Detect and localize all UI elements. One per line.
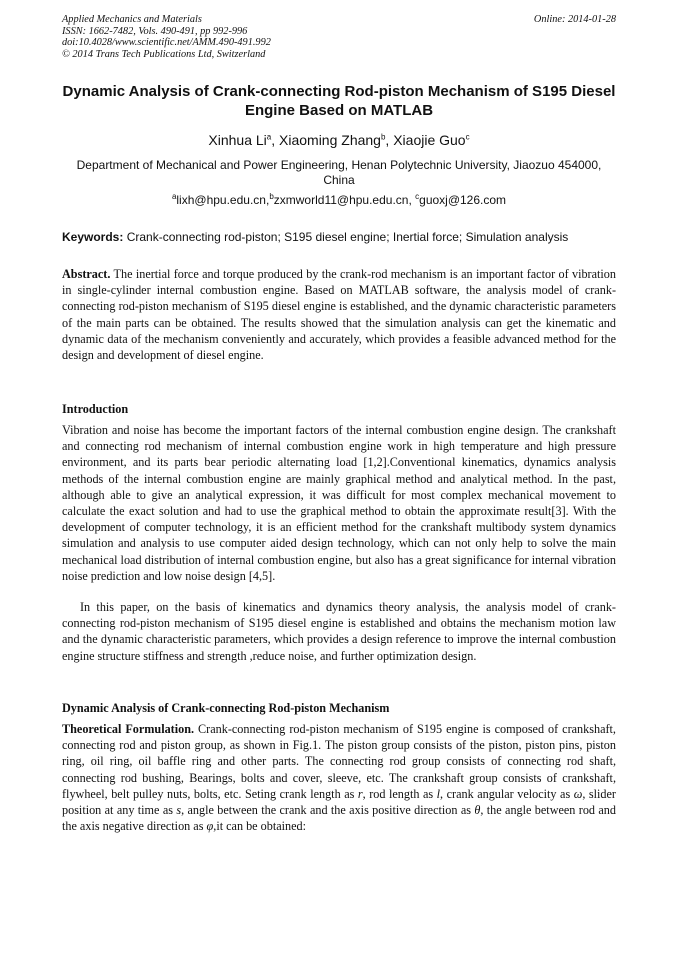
journal-header <box>62 14 616 60</box>
email-list: $^a$lixh@hpu.edu.cn,$^b$zxmworld11@hpu.edu.cn, $^c$guoxj@126.com <box>171 192 507 207</box>
abstract <box>62 266 616 363</box>
introduction-paragraph-1: Vibration and noise has become the important factors of the internal combustion engine design. The crankshaft and connecting rod mechanism of internal combustion engine work in high temperature and high pressure environment, and its parts bear periodic alternating load [1,2].Conventional kinematics, dynamics analysis methods of the internal combustion engine are mainly graphical method and analytical method. In the past, although able to give an analytical expression, it was difficult for most complex mechanical movement to calculate the exact solution and had to use the graphical method to obtain the approximate result[3]. With the development of computer technology, it is an efficient method for the crankshaft multibody system dynamics simulation and analysis to use computer aided design technology, which can not only help to solve the main mechanical load distribution of internal combustion engine, but also has a great significance for internal vibration noise prediction and low noise design [4,5]. <box>62 423 616 583</box>
email-mark: b <box>269 192 274 201</box>
paragraph-text: , angle between the crank and the axis positive direction as <box>181 803 471 818</box>
author-mark: c <box>465 132 470 142</box>
abstract-text: The inertial force and torque produced by the crank-rod mechanism is an important factor of vibration in single-cylinder internal combustion engine. Based on MATLAB software, the analysis model of crank-connecting rod-piston mechanism of S195 diesel engine is established, and the dynamic characteristic parameters of the main parts can be obtained. The results showed that the simulation analysis can get the kinematic and dynamic data of the mechanism conveniently and accurately, which provides a feasible advanced method for the design and development of diesel engine. <box>62 267 616 363</box>
symbol-l: l <box>436 786 441 801</box>
introduction-paragraph-2-text: In this paper, on the basis of kinematics and dynamics theory analysis, the analysis model of crank-connecting rod-piston mechanism of S195 diesel engine is established and obtains the mechanism motion law and the dynamic characteristic parameters, which provides a design reference to improve the internal combustion engine structure stiffness and strength ,reduce noise, and further optimization design. <box>62 600 616 663</box>
online-date: Online: 2014-01-28 <box>533 14 616 25</box>
symbol-omega: ω <box>573 786 583 801</box>
paragraph-text: , rod length as <box>362 786 434 801</box>
keywords-label: Keywords: <box>62 230 124 244</box>
author-mark: a <box>266 132 272 142</box>
section-heading-dynamic-analysis: Dynamic Analysis of Crank-connecting Rod-piston Mechanism <box>62 701 390 715</box>
author-mark: b <box>380 132 386 142</box>
symbol-r: r <box>357 786 363 801</box>
author-name: Xiaoming Zhang <box>279 132 381 148</box>
symbol-s: s <box>176 803 182 818</box>
email-mark: a <box>171 192 177 201</box>
symbol-phi: φ <box>206 819 214 834</box>
keywords-text: Crank-connecting rod-piston; S195 diesel engine; Inertial force; Simulation analysis <box>126 230 569 244</box>
copyright-line: © 2014 Trans Tech Publications Ltd, Switzerland <box>62 48 266 60</box>
email-address[interactable]: guoxj@126.com <box>419 193 507 207</box>
introduction-heading: Introduction <box>62 402 129 416</box>
paragraph-text: Crank-connecting rod-piston mechanism of S195 engine is composed of crankshaft, connecting rod and piston group, as shown in Fig.1. The piston group consists of the piston, piston pins, piston ring, oil ring, oil baffle ring and other parts. The connecting rod group consists of connecting rod shaft, connecting rod bushing, Bearings, bolts and cover, sleeve, etc. The crankshaft group consists of crankshaft, flywheel, belt pulley nuts, bolts, etc. Seting crank length as <box>62 722 616 801</box>
theoretical-formulation-label: Theoretical Formulation. <box>62 722 195 736</box>
email-address[interactable]: lixh@hpu.edu.cn <box>176 193 266 207</box>
paragraph-text: , crank angular velocity as <box>440 786 571 801</box>
paper-title: Dynamic Analysis of Crank-connecting Rod-piston Mechanism of S195 Diesel Engine Based on MATLAB <box>62 83 616 119</box>
issn-line: ISSN: 1662-7482, Vols. 490-491, pp 992-996 <box>62 25 248 37</box>
author-name: Xiaojie Guo <box>393 132 466 148</box>
theoretical-formulation-paragraph <box>62 721 616 834</box>
email-mark: c <box>415 192 420 201</box>
symbol-theta: θ <box>474 803 481 818</box>
introduction-paragraph-2 <box>62 599 616 664</box>
paragraph-text: , the angle between rod and the axis negative direction as <box>62 803 616 834</box>
keywords <box>62 230 616 245</box>
author-name: Xinhua Li <box>208 132 267 148</box>
journal-name: Applied Mechanics and Materials <box>62 14 202 25</box>
paragraph-text: , slider position at any time as <box>62 786 616 818</box>
abstract-label: Abstract. <box>62 267 111 281</box>
author-list: Xinhua Li$^a$, Xiaoming Zhang$^b$, Xiaojie Guo$^c$ <box>208 132 470 148</box>
doi-line: doi:10.4028/www.scientific.net/AMM.490-491.992 <box>62 37 271 49</box>
affiliation: Department of Mechanical and Power Engineering, Henan Polytechnic University, Jiaozuo 454000, China <box>76 158 602 187</box>
email-address[interactable]: zxmworld11@hpu.edu.cn <box>273 193 409 207</box>
paragraph-text: ,it can be obtained: <box>213 819 306 834</box>
